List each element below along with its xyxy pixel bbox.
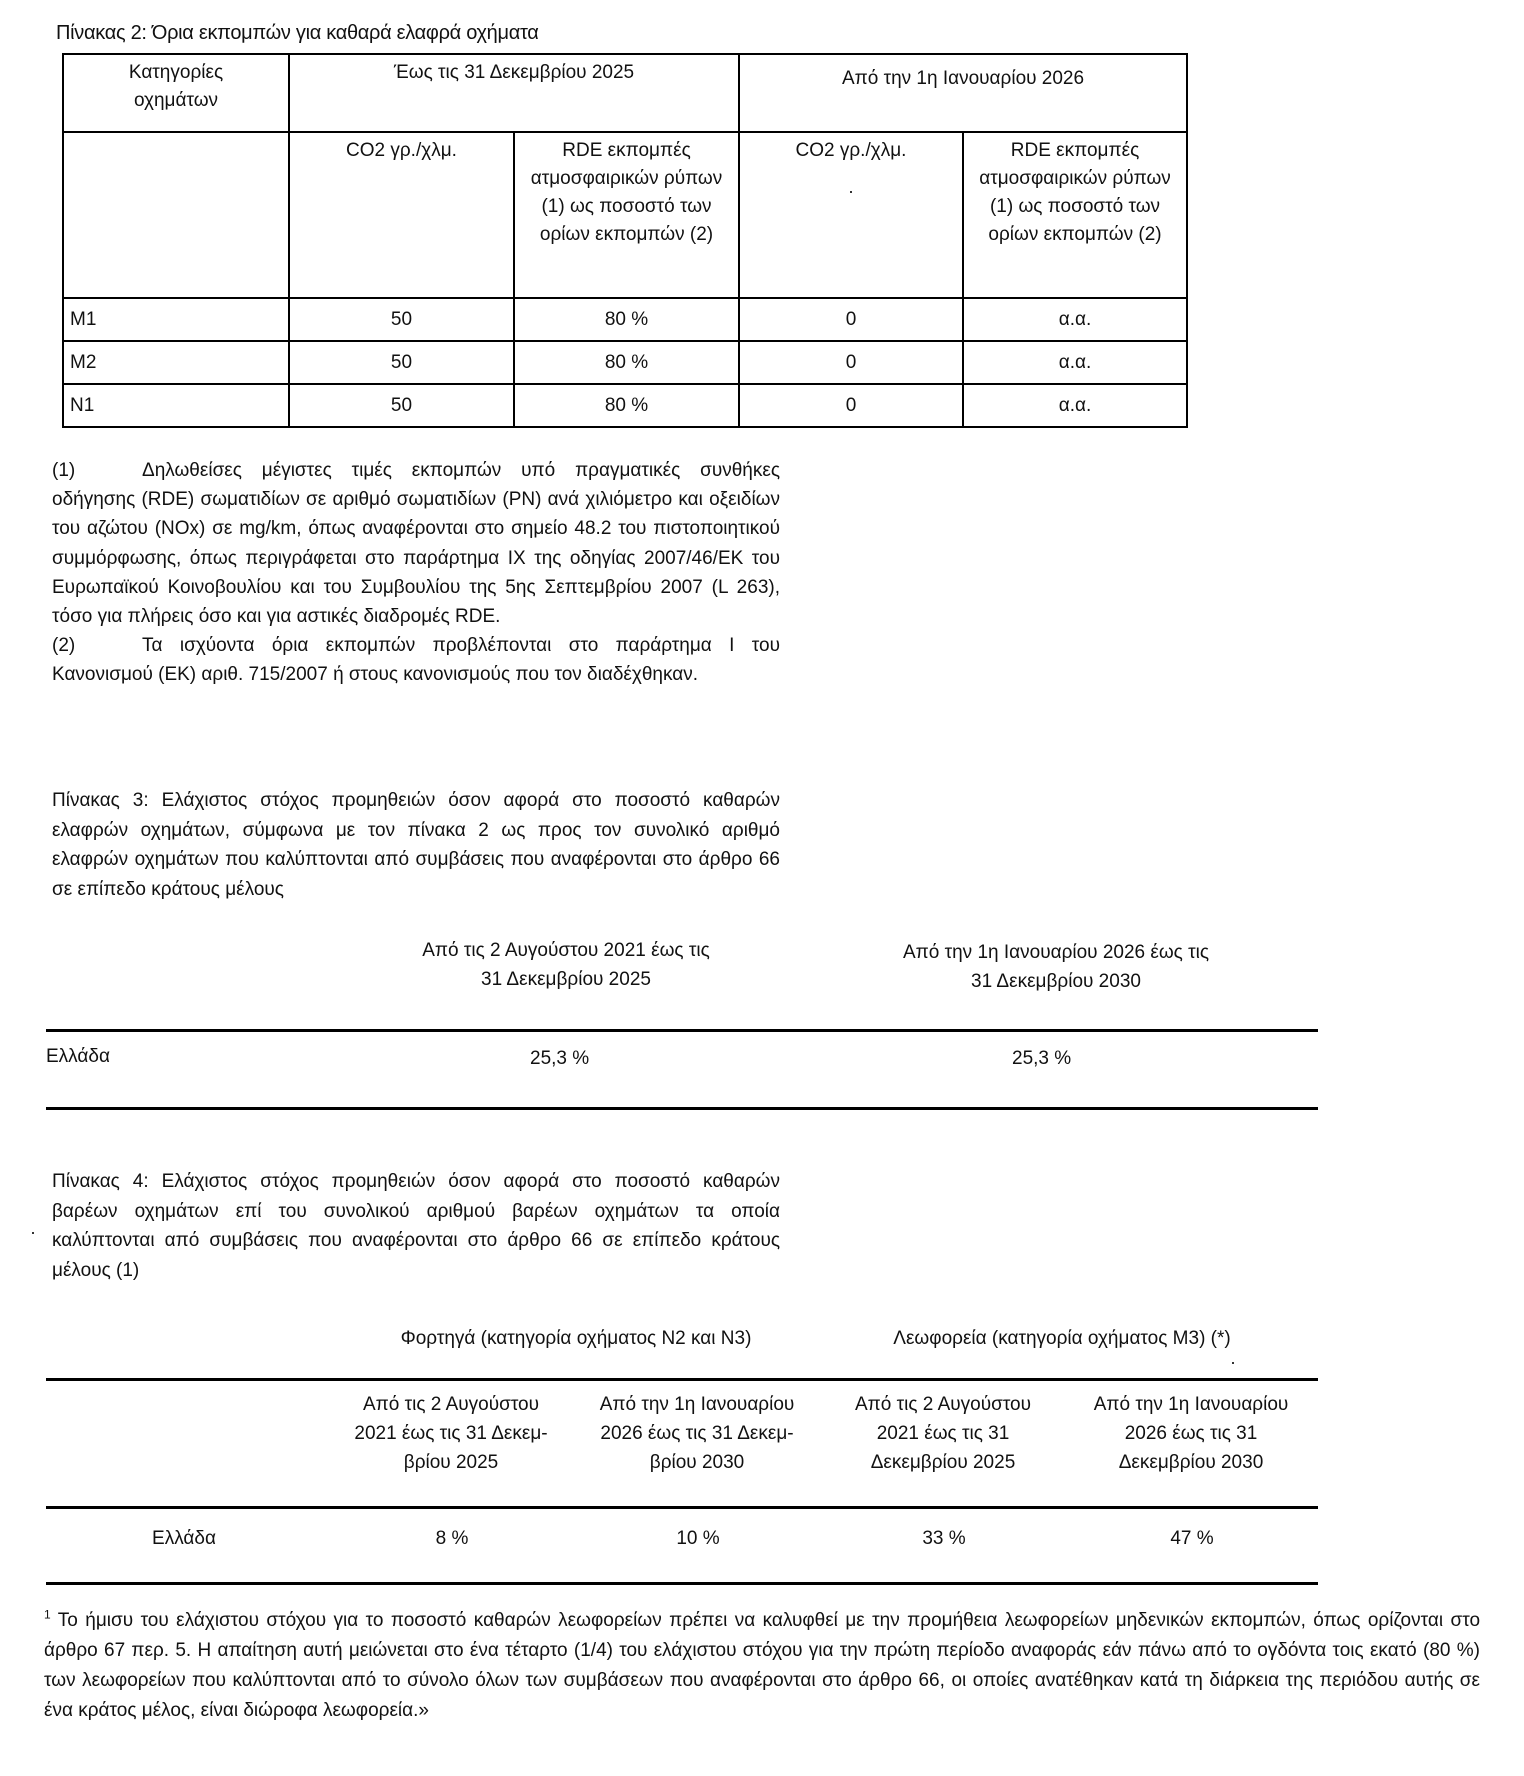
row-country: Ελλάδα [46, 1046, 110, 1067]
cell-buses-2026-2030: 47 % [1170, 1528, 1214, 1549]
table2-notes [52, 456, 780, 690]
footnote-text: Το ήμισυ του ελάχιστου στόχου για το ποσοστό καθαρών λεωφορείων πρέπει να καλυφθεί με την προμήθεια λεωφορείων μηδενικών εκπομπών, όπως ορίζονται στο άρθρο 67 περ. 5. Η απαίτηση αυτή μειώνεται στο ένα τέταρτο (1/4) του ελάχιστου στόχου για την πρώτη περίοδο αναφοράς εάν πάνω από το ογδόντα τοις εκατό (80 %) των λεωφορείων που καλύπτονται από το σύνολο όλων των συμβάσεων που αναφέρονται στο άρθρο 66, οι οποίες ανατέθηκαν κατά τη διάρκεια της περιόδου αυτής σε ένα κράτος μέλος, είναι διώροφα λεωφορεία.» [44, 1610, 1481, 1721]
footnote [44, 1606, 1480, 1726]
table2-header-row [63, 54, 1187, 132]
row-category: N1 [63, 384, 289, 427]
table-row [63, 298, 1187, 341]
cell-trucks-2026-2030: 10 % [676, 1528, 720, 1549]
row-category: M1 [63, 298, 289, 341]
cell-rde-2026: α.α. [963, 384, 1187, 427]
table3-col-header-1 [356, 936, 776, 994]
header-line: Δεκεμβρίου 2030 [1118, 1452, 1264, 1473]
scan-speck [1232, 1362, 1234, 1364]
cell-co2-2026: 0 [739, 298, 963, 341]
subheader-co2-2026-label: CO2 γρ./χλμ. [795, 140, 907, 161]
cell-trucks-2021-2025: 8 % [435, 1528, 469, 1549]
header-line: 2026 έως τις 31 [1124, 1423, 1258, 1444]
header-line: Από την 1η Ιανουαρίου [1093, 1394, 1289, 1415]
header-line: 2026 έως τις 31 Δεκεμ- [600, 1423, 794, 1444]
table4-caption: Πίνακας 4: Ελάχιστος στόχος προμηθειών όσον αφορά στο ποσοστό καθαρών βαρέων οχημάτων επί του συνολικού αριθμού βαρέων οχημάτων τα οποία καλύπτονται από συμβάσεις που αναφέρονται στο άρθρο 66 σε επίπεδο κράτους μέλους (1) [52, 1171, 780, 1281]
table-row [63, 384, 1187, 427]
subheader-buses-2026-2030 [1076, 1390, 1306, 1477]
row-country: Ελλάδα [152, 1528, 216, 1549]
header-line: βρίου 2030 [649, 1452, 745, 1473]
header-period-from-2026: Από την 1η Ιανουαρίου 2026 [739, 54, 1187, 132]
header-period-until-2025: Έως τις 31 Δεκεμβρίου 2025 [289, 54, 739, 132]
header-line: 2021 έως τις 31 Δεκεμ- [354, 1423, 548, 1444]
table3-caption: Πίνακας 3: Ελάχιστος στόχος προμηθειών όσον αφορά στο ποσοστό καθαρών ελαφρών οχημάτων, σύμφωνα με τον πίνακα 2 ως προς τον συνολικό αριθμό ελαφρών οχημάτων που καλύπτονται από συμβάσεις που αναφέρονται στο άρθρο 66 σε επίπεδο κράτους μέλους [52, 790, 780, 900]
note-number: (2) [52, 635, 76, 657]
subheader-empty [63, 132, 289, 298]
cell-rde-2025: 80 % [514, 384, 739, 427]
header-vehicle-category: Κατηγορίες οχημάτων [63, 54, 289, 132]
group-header-buses: Λεωφορεία (κατηγορία οχήματος Μ3) (*) [893, 1328, 1231, 1349]
subheader-co2-2026 [739, 132, 963, 298]
header-line: Από τις 2 Αυγούστου 2021 έως τις [422, 940, 710, 961]
clean-heavy-vehicles-target-table [46, 1320, 1318, 1590]
header-line: 31 Δεκεμβρίου 2025 [481, 969, 651, 990]
cell-rde-2026: α.α. [963, 298, 1187, 341]
footnote-marker: 1 [44, 1607, 51, 1622]
subheader-trucks-2021-2025 [336, 1390, 566, 1477]
table4-bottom-rule [46, 1582, 1318, 1585]
subheader-co2-2025: CO2 γρ./χλμ. [289, 132, 514, 298]
note-number: (1) [52, 460, 76, 481]
table2-subheader-row [63, 132, 1187, 298]
table4-top-rule [46, 1378, 1318, 1381]
note-text: Τα ισχύοντα όρια εκπομπών προβλέπονται στο παράρτημα I του Κανονισμού (ΕΚ) αριθ. 715/2007 ή στους κανονισμούς που τον διαδέχθηκαν. [52, 635, 780, 686]
group-header-trucks: Φορτηγά (κατηγορία οχήματος Ν2 και Ν3) [400, 1328, 752, 1349]
subheader-rde-2025: RDE εκπομπές ατμοσφαιρικών ρύπων (1) ως ποσοστό των ορίων εκπομπών (2) [514, 132, 739, 298]
subheader-buses-2021-2025 [828, 1390, 1058, 1477]
header-line: Από τις 2 Αυγούστου [854, 1394, 1032, 1415]
table3-top-rule [46, 1029, 1318, 1032]
cell-value-2026-2030: 25,3 % [1012, 1048, 1072, 1069]
scan-speck [32, 1232, 34, 1234]
emission-limits-table [62, 53, 1188, 428]
row-category: M2 [63, 341, 289, 384]
header-line: βρίου 2025 [403, 1452, 499, 1473]
header-line: 2021 έως τις 31 [876, 1423, 1010, 1444]
cell-co2-2025: 50 [289, 384, 514, 427]
table4-mid-rule [46, 1506, 1318, 1509]
clean-light-vehicles-target-table [46, 930, 1318, 1110]
table3-col-header-2 [846, 938, 1266, 996]
header-line: 31 Δεκεμβρίου 2030 [971, 971, 1141, 992]
note-text: Δηλωθείσες μέγιστες τιμές εκπομπών υπό πραγματικές συνθήκες οδήγησης (RDE) σωματιδίων σε αριθμό σωματιδίων (PN) ανά χιλιόμετρο και οξειδίων του αζώτου (NOx) σε mg/km, όπως αναφέρονται στο σημείο 48.2 του πιστοποιητικού συμμόρφωσης, όπως περιγράφεται στο παράρτημα IX της οδηγίας 2007/46/ΕΚ του Ευρωπαϊκού Κοινοβουλίου και του Συμβουλίου της 5ης Σεπτεμβρίου 2007 (L 263), τόσο για πλήρεις όσο και για αστικές διαδρομές RDE. [52, 460, 780, 628]
cell-rde-2025: 80 % [514, 298, 739, 341]
header-line: Δεκεμβρίου 2025 [870, 1452, 1016, 1473]
header-line: Από την 1η Ιανουαρίου [599, 1394, 795, 1415]
subheader-trucks-2026-2030 [582, 1390, 812, 1477]
subheader-rde-2026: RDE εκπομπές ατμοσφαιρικών ρύπων (1) ως ποσοστό των ορίων εκπομπών (2) [963, 132, 1187, 298]
cell-value-2021-2025: 25,3 % [530, 1048, 590, 1069]
cell-co2-2025: 50 [289, 298, 514, 341]
cell-co2-2026: 0 [739, 341, 963, 384]
note-2 [52, 631, 780, 689]
cell-co2-2026: 0 [739, 384, 963, 427]
table2-title: Πίνακας 2: Όρια εκπομπών για καθαρά ελαφρά οχήματα [56, 22, 539, 44]
header-line: Από τις 2 Αυγούστου [362, 1394, 540, 1415]
cell-co2-2025: 50 [289, 341, 514, 384]
table-row [63, 341, 1187, 384]
note-1 [52, 456, 780, 631]
cell-buses-2021-2025: 33 % [922, 1528, 966, 1549]
cell-rde-2026: α.α. [963, 341, 1187, 384]
cell-rde-2025: 80 % [514, 341, 739, 384]
scan-speck [850, 191, 852, 193]
table3-bottom-rule [46, 1107, 1318, 1110]
header-line: Από την 1η Ιανουαρίου 2026 έως τις [902, 942, 1210, 963]
